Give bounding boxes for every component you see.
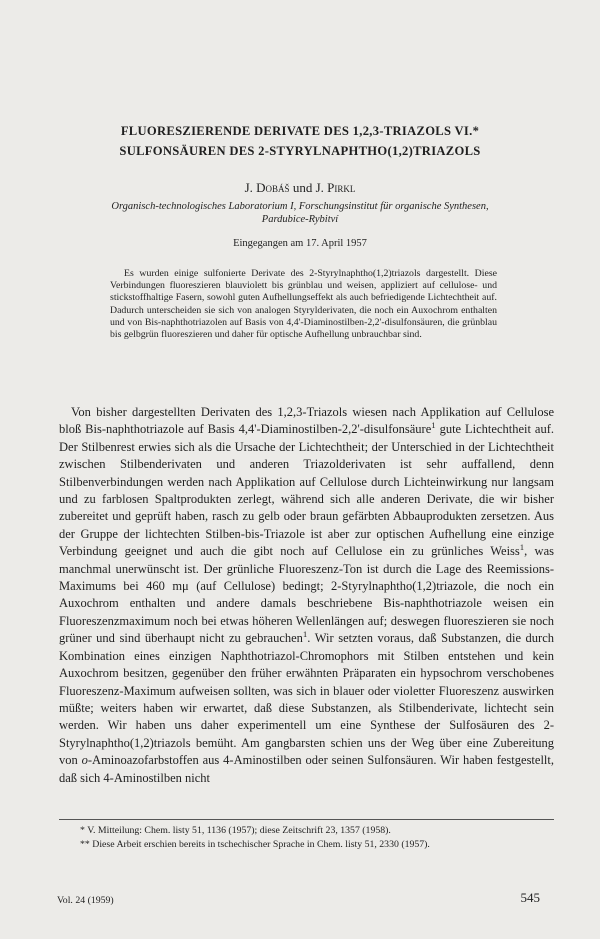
- body-segment: Von bisher dargestellten Derivaten des 1,2,3-Triazols wiesen nach Applikation auf Cellulose bloß Bis-naphthotriazole auf Basis 4,4'-Diaminostilben-2,2'-disulfonsäure: [59, 405, 554, 437]
- affiliation-line-2: Pardubice-Rybitví: [261, 214, 339, 225]
- affiliation-line-1: Organisch-technologisches Laboratorium I, Forschungsinstitut für organische Synthesen,: [111, 201, 489, 212]
- article-title: [40, 121, 560, 161]
- body-text: [59, 404, 554, 787]
- page-number: 545: [520, 890, 540, 905]
- footnote-2: [80, 838, 560, 852]
- body-segment: gute Lichtechtheit auf. Der Stilbenrest erwies sich als die Ursache der Lichtechtheit; der Unterschied in der Lichtechtheit zwischen Stilbenderivaten und anderen Triazolderivaten ist sehr auffallend, denn Stilbenverbindungen werden nach Applikation auf Cellulose durch Lichteinwirkung nur langsam und zu farblosen Spaltprodukten zerlegt, während sich alle anderen Derivate, die wir bisher zubereitet und geprüft haben, rasch zu gelb oder braun gefärbten Abbauprodukten zersetzen. Aus der Gruppe der lichtechten Stilben-bis-Triazole ist aber zur optischen Aufhellung eine einzige Verbindung geeignet und auch die gibt noch auf Cellulose ein zu grünliches Weiss: [59, 422, 554, 559]
- footnote-1-text: V. Mitteilung: Chem. listy 51, 1136 (1957); diese Zeitschrift 23, 1357 (1958).: [87, 825, 391, 836]
- footnote-divider: [59, 819, 554, 820]
- title-line-1: FLUORESZIERENDE DERIVATE DES 1,2,3-TRIAZOLS VI.*: [120, 124, 480, 138]
- body-paragraph: [59, 404, 554, 787]
- footnotes: [80, 824, 560, 851]
- body-italic-prefix: o: [81, 753, 88, 768]
- reference-marker: 1: [302, 629, 308, 640]
- footnote-2-text: Diese Arbeit erschien bereits in tschechischer Sprache in Chem. listy 51, 2330 (1957).: [92, 838, 430, 850]
- reference-marker: 1: [519, 542, 525, 553]
- received-date: Eingegangen am 17. April 1957: [233, 238, 367, 249]
- footnote-1-mark: *: [80, 825, 85, 836]
- abstract-text: Es wurden einige sulfonierte Derivate des 2-Styrylnaphtho(1,2)triazols dargestellt. Diese Verbindungen fluoreszieren blauviolett bis grünblau und weisen, appliziert auf cellulose- und stickstoffhaltige Fasern, sowohl guten Aufhellungseffekt als auch befriedigende Lichtechtheit auf. Dadurch unterscheiden sie sich von analogen Styrylderivaten, die noch ein Auxochrom enthalten und von Bis-naphthotriazolen auf Basis von 4,4'-Diaminostilben-2,2'-disulfonsäuren, die grünblau bis gelbgrün fluoreszieren und daher für optische Aufhellung unbrauchbar sind.: [110, 268, 497, 341]
- author-1: J. Dobáš: [244, 180, 290, 195]
- title-line-2: SULFONSÄUREN DES 2-STYRYLNAPHTHO(1,2)TRIAZOLS: [119, 144, 481, 158]
- author-2: J. Pirkl: [315, 180, 356, 195]
- body-segment: . Wir setzten voraus, daß Substanzen, die durch Kombination eines einzigen Naphthotriazol-Chromophors mit Stilben entstehen und kein Auxochrom besitzen, gegenüber den früher erwähnten Präparaten ein hypsochrom verschobenes Fluoreszenz-Maximum aufweisen sollten, was sich in blauer oder violetter Fluoreszenz auswirken müßte; weiters haben wir erwartet, daß diese Substanzen, als Stilbenderivate, lichtecht sein werden. Wir haben uns daher experimentell um eine Synthese der Sulfosäuren des 2-Styrylnaphtho(1,2)triazols bemüht. Am gangbarsten schien uns der Weg über eine Zubereitung von: [59, 631, 555, 768]
- body-segment: -Aminoazofarbstoffen aus 4-Aminostilben oder seinen Sulfonsäuren. Wir haben festgestellt, daß sich 4-Aminostilben nicht: [59, 753, 555, 785]
- body-segment: , was manchmal unerwünscht ist. Der grünliche Fluoreszenz-Ton ist durch die Lage des Reemissions-Maximums bei 460 mμ (auf Cellulose) bedingt; 2-Styrylnaphtho(1,2)triazole, die noch ein Auxochrom enthalten und andere damals beschriebene Bis-naphthotriazole weisen ein Fluoreszenzmaximum noch bei etwas höheren Wellenlängen auf; deswegen fluoreszieren sie noch grüner und sind überhaupt nicht zu gebrauchen: [59, 544, 554, 646]
- reference-marker: 1: [431, 420, 436, 431]
- footnote-2-mark: **: [80, 838, 90, 850]
- volume-info: Vol. 24 (1959): [57, 895, 114, 906]
- abstract: [110, 268, 497, 341]
- authors: [0, 180, 600, 196]
- affiliation: [70, 200, 530, 226]
- footnote-1: [80, 824, 560, 838]
- author-connector: und: [292, 180, 313, 195]
